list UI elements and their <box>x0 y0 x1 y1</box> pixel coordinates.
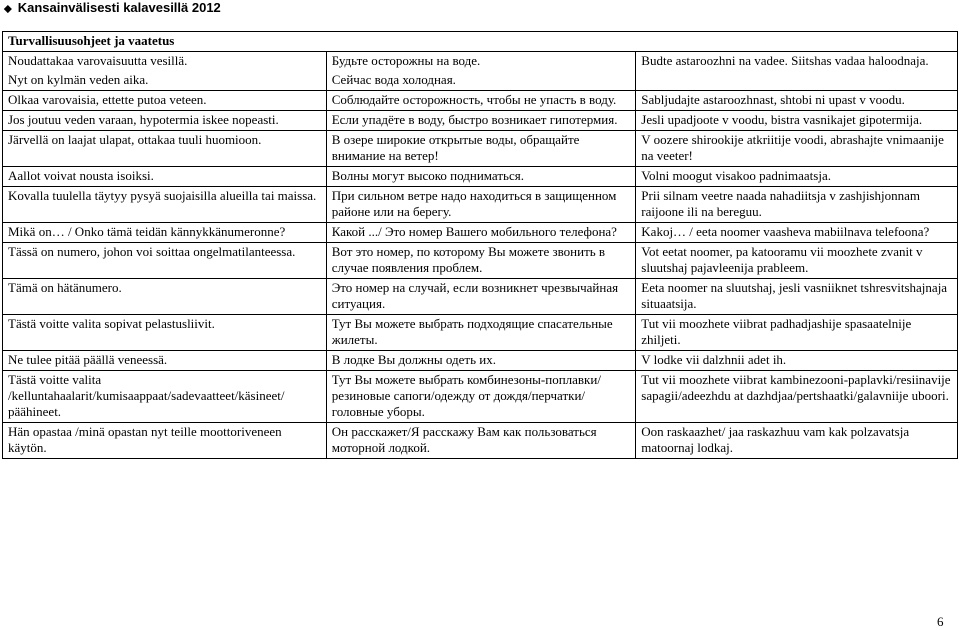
transliteration-cell: Volni moogut visakoo padnimaatsja. <box>636 167 958 187</box>
document-title: Kansainvälisesti kalavesillä 2012 <box>17 0 221 15</box>
russian-cell: Вот это номер, по которому Вы можете звонить в случае появления проблем. <box>326 243 636 279</box>
table-row <box>3 91 958 111</box>
transliteration-cell: Vot eetat noomer, pa katooramu vii moozhete zvanit v sluutshaj pajavleenija prableem. <box>636 243 958 279</box>
transliteration-cell: Eeta noomer na sluutshaj, jesli vasniiknet tshresvitshajnaja situaatsija. <box>636 279 958 315</box>
table-row <box>3 52 958 72</box>
russian-cell: Это номер на случай, если возникнет чрезвычайная ситуация. <box>326 279 636 315</box>
page-number: 6 <box>937 614 944 629</box>
finnish-cell: Tästä voitte valita sopivat pelastusliivit. <box>3 315 327 351</box>
finnish-cell: Nyt on kylmän veden aika. <box>3 71 327 91</box>
transliteration-cell: Prii silnam veetre naada nahadiitsja v zashjishjonnam raijoone ili na bereguu. <box>636 187 958 223</box>
russian-cell: В лодке Вы должны одеть их. <box>326 351 636 371</box>
transliteration-cell: V oozere shirookije atkriitije voodi, abrashajte vnimaanije na veeter! <box>636 131 958 167</box>
russian-cell: В озере широкие открытые воды, обращайте внимание на ветер! <box>326 131 636 167</box>
russian-cell: При сильном ветре надо находиться в защищенном районе или на берегу. <box>326 187 636 223</box>
transliteration-cell: Tut vii moozhete viibrat kambinezooni-paplavki/resiinavije sapagii/adeezhdu at dazhdjaa/pertshaatki/galavniije uboori. <box>636 371 958 423</box>
russian-cell: Он расскажет/Я расскажу Вам как пользоваться моторной лодкой. <box>326 423 636 459</box>
table-row <box>3 167 958 187</box>
transliteration-cell: Kakoj… / eeta noomer vaasheva mabiilnava telefoona? <box>636 223 958 243</box>
finnish-cell: Tämä on hätänumero. <box>3 279 327 315</box>
finnish-cell: Mikä on… / Onko tämä teidän kännykkänumeronne? <box>3 223 327 243</box>
table-row <box>3 131 958 167</box>
table-row <box>3 223 958 243</box>
table-row <box>3 371 958 423</box>
russian-cell: Какой .../ Это номер Вашего мобильного телефона? <box>326 223 636 243</box>
russian-cell: Волны могут высоко подниматься. <box>326 167 636 187</box>
diamond-bullet-icon: ⬥ <box>4 3 12 15</box>
transliteration-cell: Sabljudajte astaroozhnast, shtobi ni upast v voodu. <box>636 91 958 111</box>
table-row <box>3 187 958 223</box>
russian-cell: Соблюдайте осторожность, чтобы не упасть в воду. <box>326 91 636 111</box>
table-row <box>3 315 958 351</box>
document-header <box>4 0 221 16</box>
finnish-cell: Tässä on numero, johon voi soittaa ongelmatilanteessa. <box>3 243 327 279</box>
section-title: Turvallisuusohjeet ja vaatetus <box>3 32 958 52</box>
russian-cell: Будьте осторожны на воде. <box>326 52 636 72</box>
russian-cell: Сейчас вода холодная. <box>326 71 636 91</box>
finnish-cell: Jos joutuu veden varaan, hypotermia iskee nopeasti. <box>3 111 327 131</box>
finnish-cell: Järvellä on laajat ulapat, ottakaa tuuli huomioon. <box>3 131 327 167</box>
russian-cell: Если упадёте в воду, быстро возникает гипотермия. <box>326 111 636 131</box>
phrase-table <box>2 31 958 459</box>
table-row <box>3 423 958 459</box>
finnish-cell: Ne tulee pitää päällä veneessä. <box>3 351 327 371</box>
transliteration-cell: Budte astaroozhni na vadee. Siitshas vadaa haloodnaja. <box>636 52 958 91</box>
table-row <box>3 351 958 371</box>
transliteration-cell: Jesli upadjoote v voodu, bistra vasnikajet gipotermija. <box>636 111 958 131</box>
finnish-cell: Kovalla tuulella täytyy pysyä suojaisilla alueilla tai maissa. <box>3 187 327 223</box>
finnish-cell: Tästä voitte valita /kelluntahaalarit/kumisaappaat/sadevaatteet/käsineet/ päähineet. <box>3 371 327 423</box>
finnish-cell: Olkaa varovaisia, ettette putoa veteen. <box>3 91 327 111</box>
russian-cell: Тут Вы можете выбрать подходящие спасательные жилеты. <box>326 315 636 351</box>
table-row <box>3 243 958 279</box>
table-row <box>3 111 958 131</box>
finnish-cell: Noudattakaa varovaisuutta vesillä. <box>3 52 327 72</box>
table-row <box>3 279 958 315</box>
russian-cell: Тут Вы можете выбрать комбинезоны-поплавки/резиновые сапоги/одежду от дождя/перчатки/головные уборы. <box>326 371 636 423</box>
transliteration-cell: Tut vii moozhete viibrat padhadjashije spasaatelnije zhiljeti. <box>636 315 958 351</box>
section-title-row <box>3 32 958 52</box>
transliteration-cell: Oon raskaazhet/ jaa raskazhuu vam kak polzavatsja matoornaj lodkaj. <box>636 423 958 459</box>
transliteration-cell: V lodke vii dalzhnii adet ih. <box>636 351 958 371</box>
finnish-cell: Aallot voivat nousta isoiksi. <box>3 167 327 187</box>
finnish-cell: Hän opastaa /minä opastan nyt teille moottoriveneen käytön. <box>3 423 327 459</box>
